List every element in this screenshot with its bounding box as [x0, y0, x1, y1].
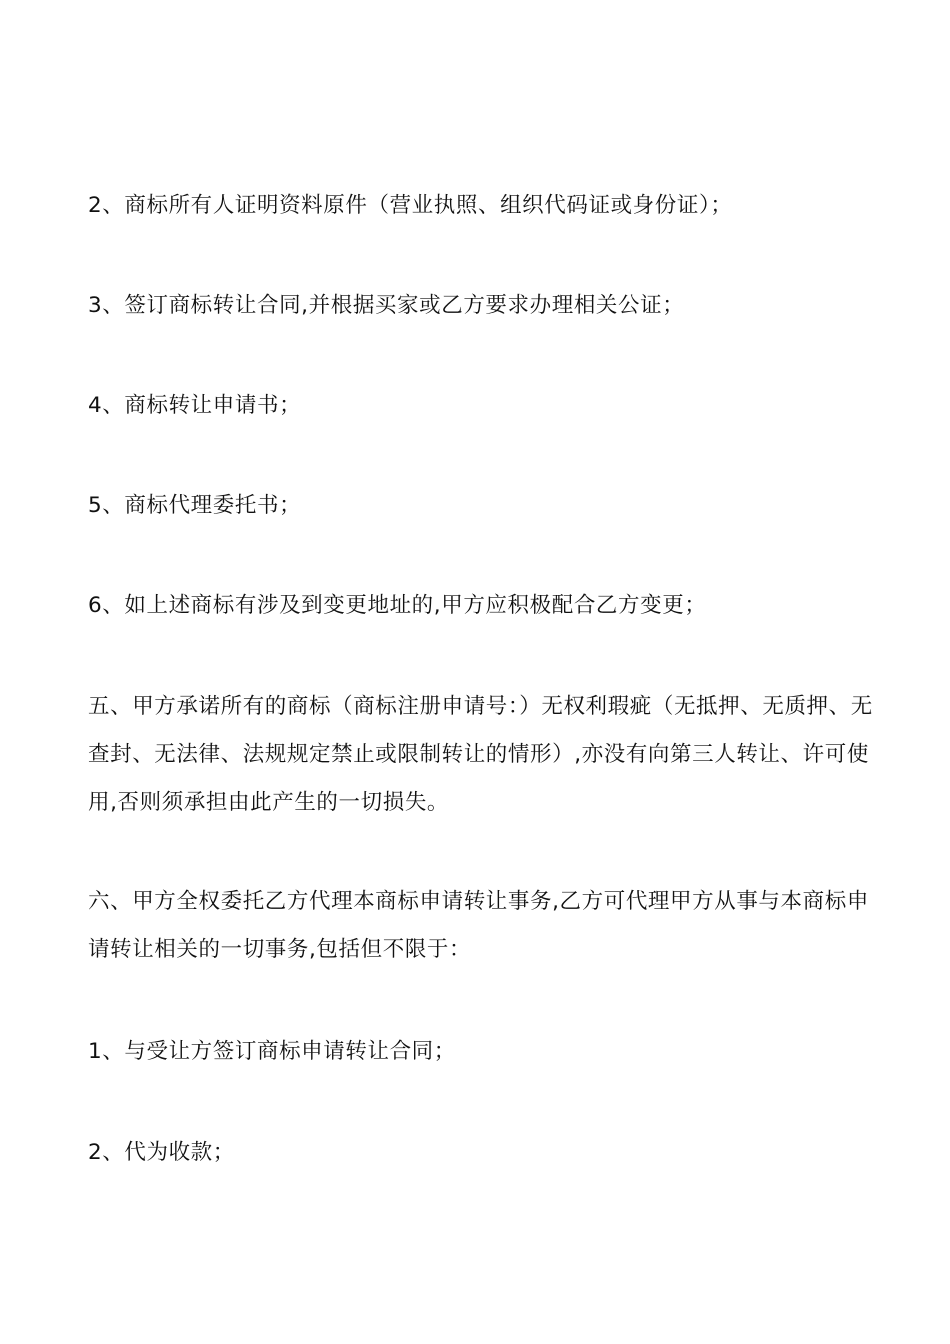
paragraph-item-6-address-change: 6、如上述商标有涉及到变更地址的,甲方应积极配合乙方变更； [88, 592, 707, 618]
paragraph-item-2-owner-documents: 2、商标所有人证明资料原件（营业执照、组织代码证或身份证）； [88, 192, 733, 218]
paragraph-item-1-sign-with-assignee: 1、与受让方签订商标申请转让合同； [88, 1038, 456, 1064]
paragraph-item-3-sign-contract: 3、签订商标转让合同,并根据买家或乙方要求办理相关公证； [88, 292, 685, 318]
paragraph-item-5-agency-authorization: 5、商标代理委托书； [88, 492, 302, 518]
paragraph-section-5-warranty: 五、甲方承诺所有的商标（商标注册申请号：）无权利瑕疵（无抵押、无质押、无查封、无法律、法规规定禁止或限制转让的情形）,亦没有向第三人转让、许可使用,否则须承担由此产生的一切损失。 [88, 693, 873, 815]
paragraph-item-4-transfer-application: 4、商标转让申请书； [88, 392, 302, 418]
paragraph-section-6-authorization: 六、甲方全权委托乙方代理本商标申请转让事务,乙方可代理甲方从事与本商标申请转让相关的一切事务,包括但不限于： [88, 888, 869, 962]
paragraph-item-2-collect-payment: 2、代为收款； [88, 1139, 235, 1165]
